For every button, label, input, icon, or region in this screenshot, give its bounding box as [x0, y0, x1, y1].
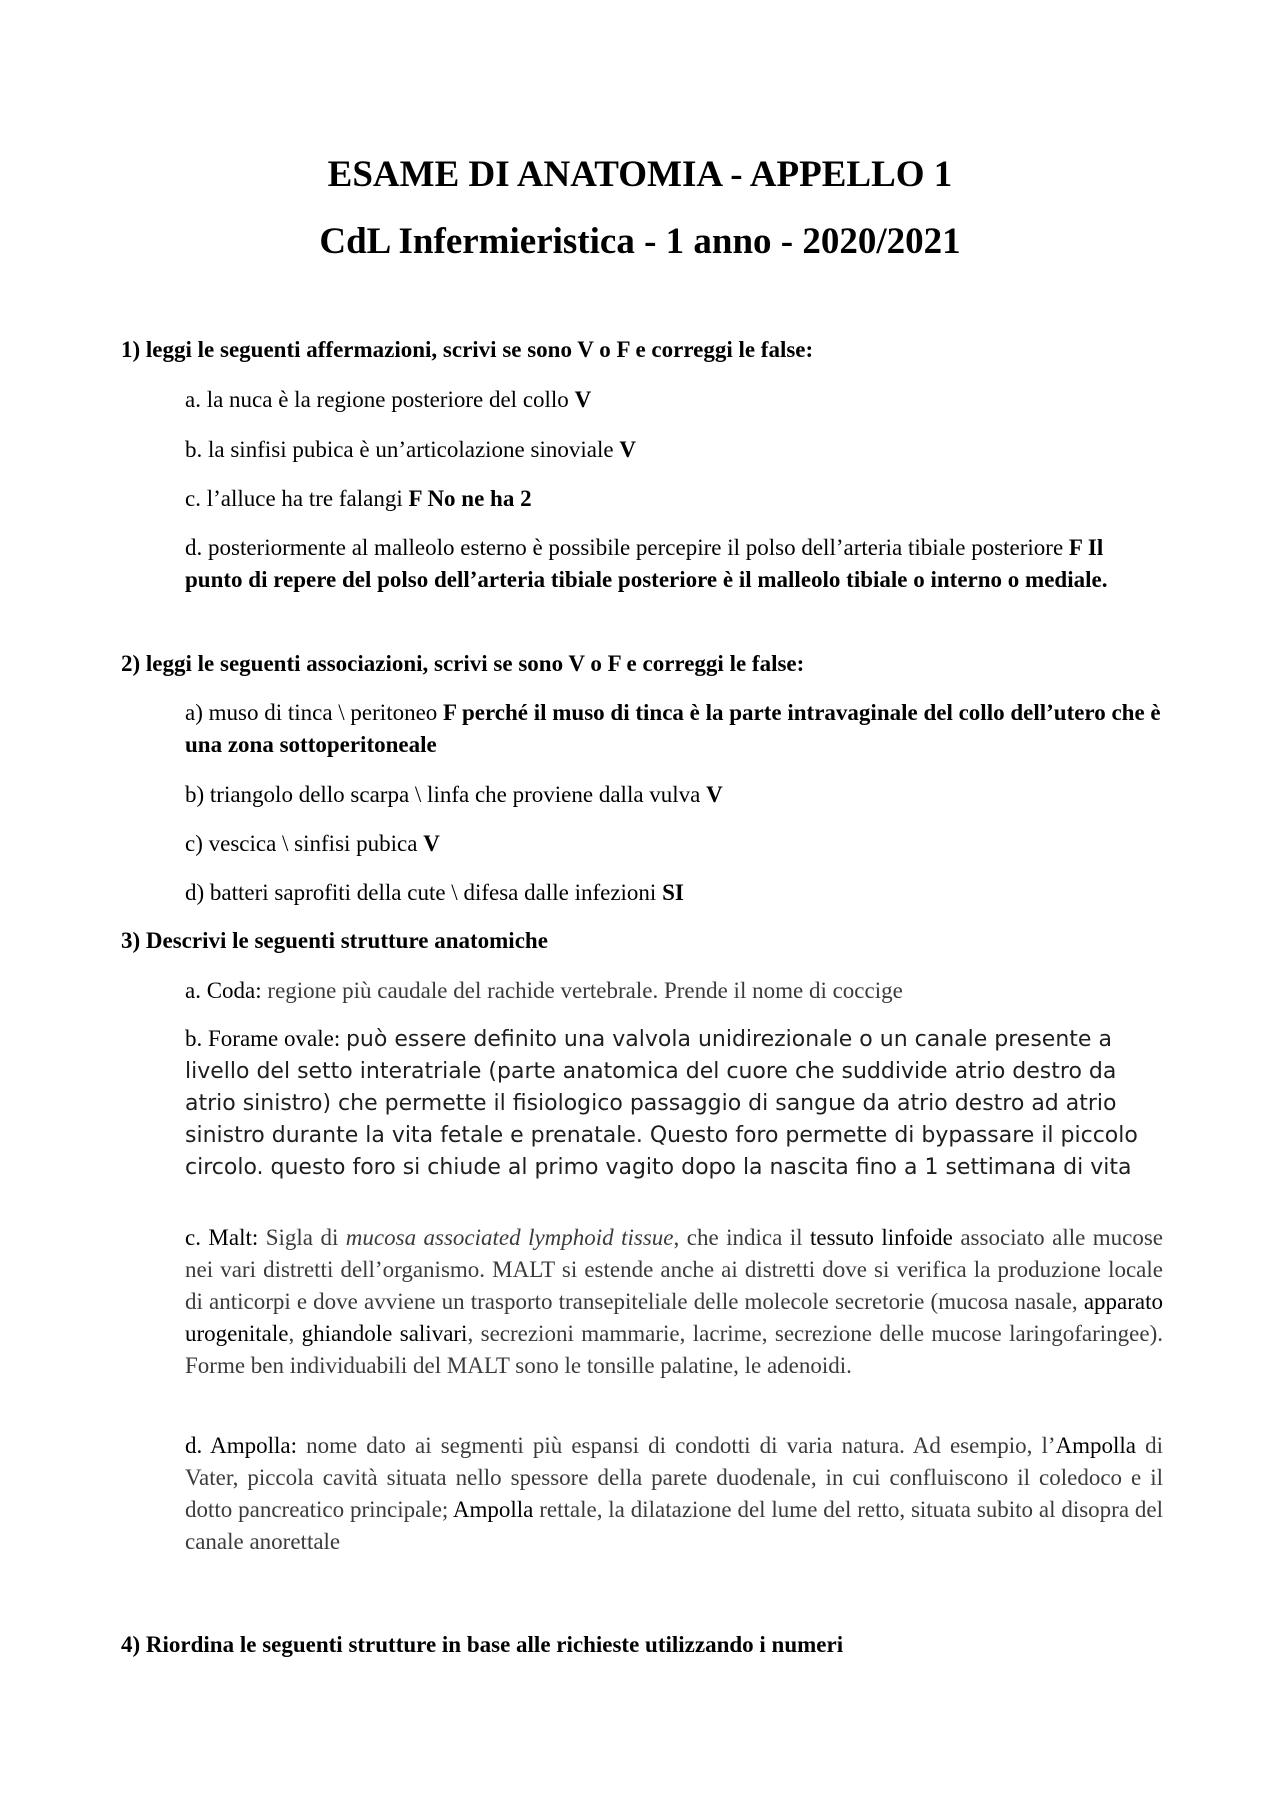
question-1-item-b: [185, 434, 1163, 466]
item-description-term: ghiandole salivari: [301, 1321, 468, 1346]
item-description: regione più caudale del rachide vertebrale. Prende il nome di coccige: [267, 978, 903, 1003]
question-3-item-a: [185, 975, 1163, 1007]
item-text: b. la sinfisi pubica è un’articolazione sinoviale: [185, 437, 620, 462]
question-1-item-d: [185, 532, 1163, 596]
item-answer: V: [574, 387, 592, 412]
item-text: d) batteri saprofiti della cute \ difesa dalle infezioni: [185, 880, 663, 905]
question-2-item-c: [185, 828, 1163, 860]
question-2-heading: 2) leggi le seguenti associazioni, scrivi se sono V o F e correggi le false:: [121, 651, 805, 676]
item-answer: V: [619, 437, 636, 462]
item-description-term: Ampolla: [1055, 1433, 1136, 1458]
item-text: c) vescica \ sinfisi pubica: [185, 831, 424, 856]
item-description-part: , secrezioni mammarie, lacrime, secrezione delle mucose laringofaringee). Forme ben individuabili del MALT sono le tonsille palatine, le adenoidi.: [185, 1321, 1163, 1378]
question-1-heading: 1) leggi le seguenti affermazioni, scrivi se sono V o F e correggi le false:: [121, 337, 814, 362]
exam-subtitle: CdL Infermieristica - 1 anno - 2020/2021: [319, 221, 961, 262]
question-2-item-b: [185, 779, 1163, 811]
item-description-italic: mucosa associated lymphoid tissue: [345, 1225, 674, 1250]
question-2-item-a: [185, 697, 1163, 761]
item-description-part: ,: [288, 1321, 302, 1346]
item-text: a) muso di tinca \ peritoneo: [185, 700, 444, 725]
item-description-part: Sigla di: [265, 1225, 346, 1250]
item-description-part: rettale, la dilatazione del lume del retto, situata subito al disopra del canale anorettale: [185, 1497, 1163, 1554]
item-text: c. l’alluce ha tre falangi: [185, 486, 409, 511]
item-answer: F No ne ha 2: [408, 486, 532, 511]
question-3-item-d: [185, 1430, 1163, 1558]
question-1-item-c: [185, 483, 1163, 515]
question-3-item-b: [185, 1023, 1163, 1183]
item-description-term: tessuto linfoide: [810, 1225, 953, 1250]
item-answer: SI: [662, 880, 684, 905]
item-text: b) triangolo dello scarpa \ linfa che proviene dalla vulva: [185, 782, 707, 807]
item-description-part: , che indica il: [673, 1225, 810, 1250]
item-label: c. Malt:: [185, 1225, 266, 1250]
question-1-item-a: [185, 384, 1163, 416]
item-label: a. Coda:: [185, 978, 268, 1003]
item-description: può essere definito una valvola unidirezionale o un canale presente a livello del setto interatriale (parte anatomica del cuore che suddivide atrio destro da atrio sinistro) che permette il fisiologico passaggio di sangue da atrio destro ad atrio sinistro durante la vita fetale e prenatale. Questo foro permette di bypassare il piccolo circolo. questo foro si chiude al primo vagito dopo la nascita fino a 1 settimana di vita: [185, 1027, 1138, 1180]
item-answer: F Il punto di repere del polso dell’arteria tibiale posteriore è il malleolo tibiale o interno o mediale.: [185, 535, 1108, 592]
item-description-part: associato alle mucose nei vari distretti dell’organismo. MALT si estende anche ai distretti dove si verifica la produzione locale di anticorpi e dove avviene un trasporto transepiteliale delle molecole secretorie (mucosa nasale,: [185, 1225, 1164, 1314]
item-label: d. Ampolla:: [185, 1433, 307, 1458]
exam-title: ESAME DI ANATOMIA - APPELLO 1: [327, 154, 953, 195]
item-text: d. posteriormente al malleolo esterno è possibile percepire il polso dell’arteria tibiale posteriore: [185, 535, 1069, 560]
question-3-item-c: [185, 1222, 1163, 1382]
question-2-item-d: [185, 877, 1163, 909]
item-description-term: apparato urogenitale: [185, 1289, 1163, 1346]
item-description-part: di Vater, piccola cavità situata nello spessore della parete duodenale, in cui confluiscono il coledoco e il dotto pancreatico principale;: [185, 1433, 1163, 1522]
item-answer: V: [423, 831, 440, 856]
item-description-term: Ampolla: [452, 1497, 534, 1522]
item-answer: F perché il muso di tinca è la parte intravaginale del collo dell’utero che è una zona sottoperitoneale: [185, 700, 1161, 757]
item-label: b. Forame ovale:: [185, 1026, 346, 1051]
item-text: a. la nuca è la regione posteriore del collo: [185, 387, 575, 412]
question-3-heading: 3) Descrivi le seguenti strutture anatomiche: [121, 928, 548, 953]
item-answer: V: [706, 782, 723, 807]
question-4-heading: 4) Riordina le seguenti strutture in base alle richieste utilizzando i numeri: [121, 1632, 844, 1657]
item-description-part: nome dato ai segmenti più espansi di condotti di varia natura. Ad esempio, l’: [306, 1433, 1056, 1458]
